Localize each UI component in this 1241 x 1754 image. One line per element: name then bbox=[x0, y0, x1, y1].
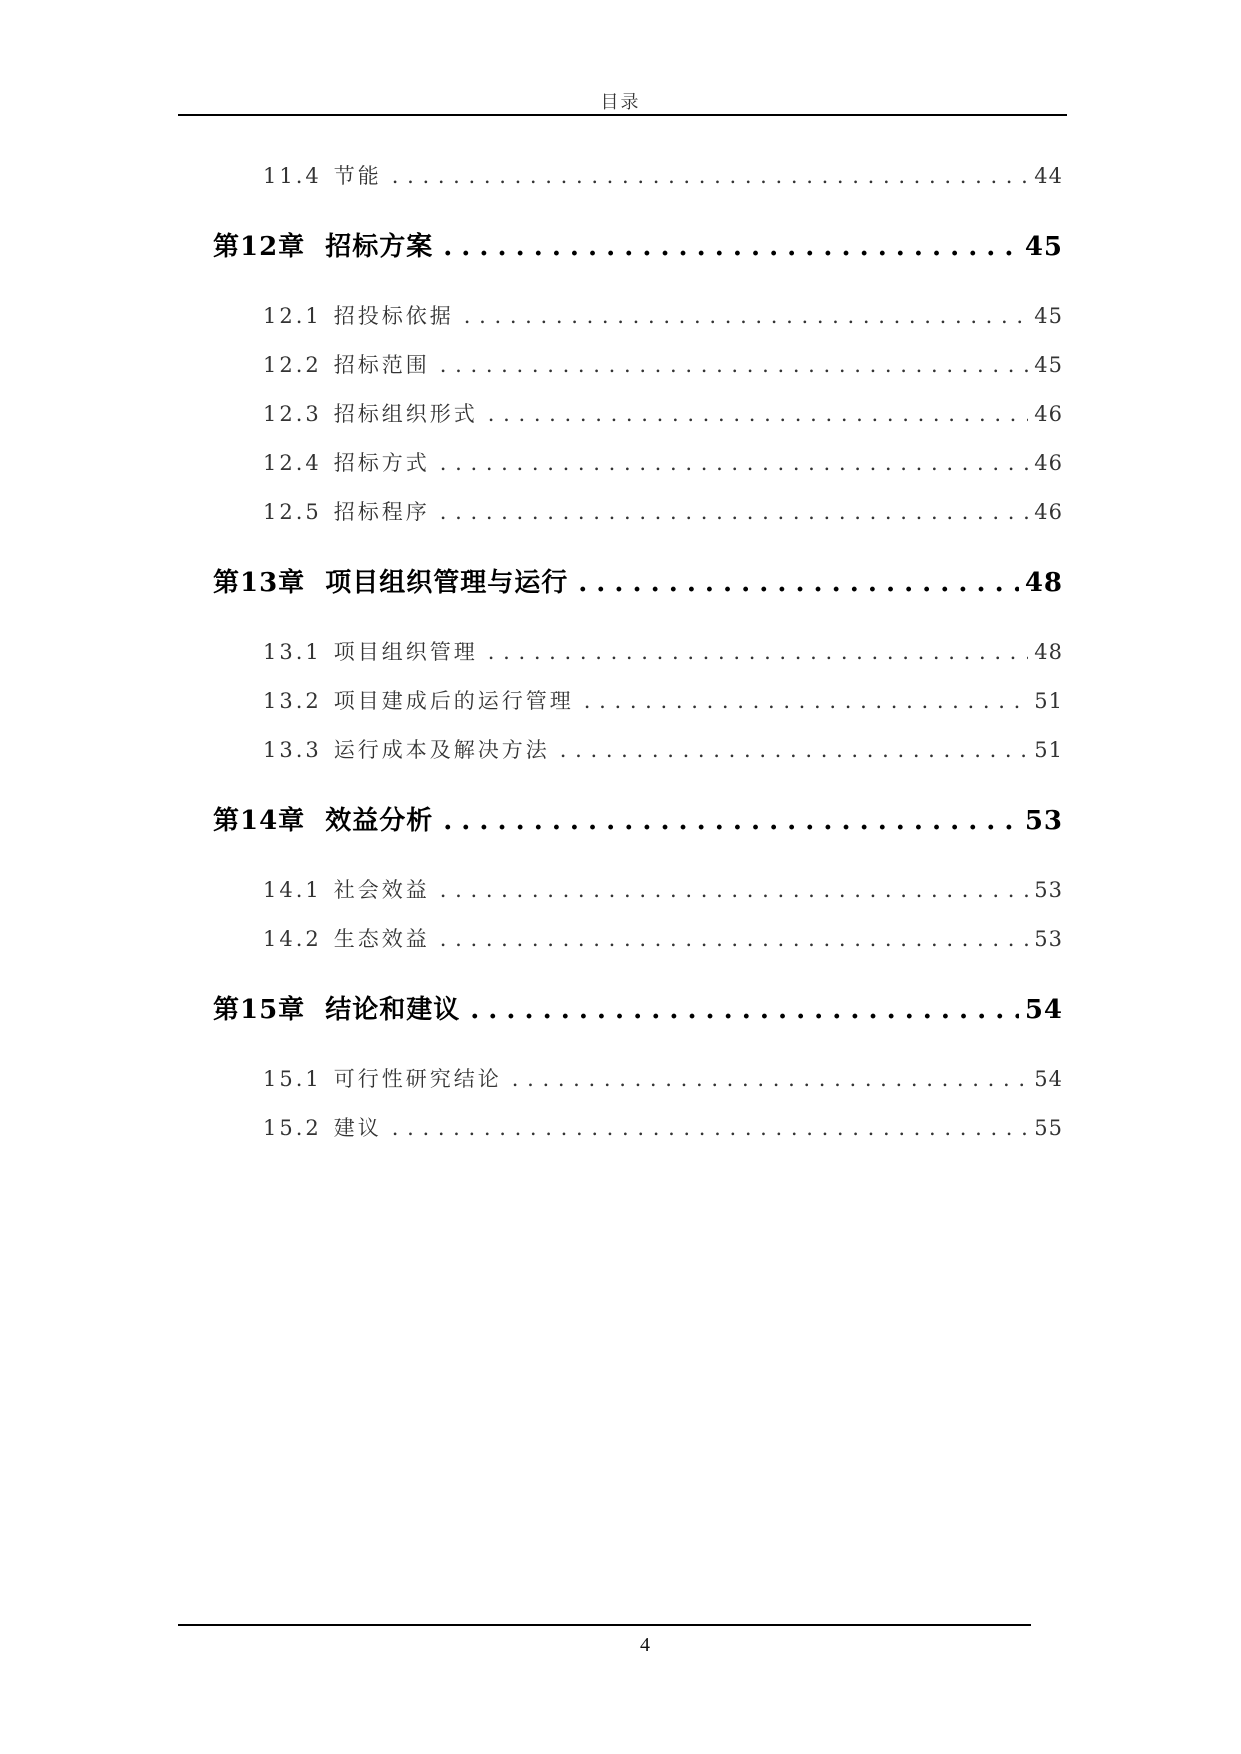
toc-entry-number: 12.2 bbox=[263, 353, 322, 377]
toc-entry-section[interactable] bbox=[213, 349, 1063, 379]
toc-entry-number: 12.4 bbox=[263, 451, 322, 475]
toc-leader-dots bbox=[488, 402, 1029, 426]
toc-leader-dots bbox=[488, 640, 1029, 664]
toc-entry-number: 第13章 bbox=[213, 568, 306, 598]
toc-entry-number: 第15章 bbox=[213, 995, 306, 1025]
toc-entry-title: 招标程序 bbox=[333, 500, 430, 524]
footer-rule bbox=[178, 1624, 1031, 1626]
toc-leader-dots bbox=[578, 568, 1019, 598]
toc-entry-section[interactable] bbox=[213, 300, 1063, 330]
toc-entry-section[interactable] bbox=[213, 447, 1063, 477]
toc-entry-title: 项目组织管理 bbox=[333, 640, 478, 664]
toc-entry-section[interactable] bbox=[213, 923, 1063, 953]
toc-entry-title: 招投标依据 bbox=[333, 304, 454, 328]
toc-entry-number: 15.1 bbox=[263, 1067, 322, 1091]
toc-entry-title: 生态效益 bbox=[333, 927, 430, 951]
toc-entry-page: 51 bbox=[1034, 689, 1063, 713]
toc-leader-dots bbox=[440, 878, 1029, 902]
toc-entry-page: 46 bbox=[1034, 451, 1063, 475]
header-rule bbox=[178, 114, 1067, 116]
toc-leader-dots bbox=[443, 806, 1019, 836]
toc-entry-page: 53 bbox=[1034, 878, 1063, 902]
toc-entry-title: 招标范围 bbox=[333, 353, 430, 377]
toc-leader-dots bbox=[392, 164, 1029, 188]
toc-entry-number: 14.2 bbox=[263, 927, 322, 951]
toc-entry-section[interactable] bbox=[213, 160, 1063, 190]
toc-entry-chapter[interactable] bbox=[213, 989, 1063, 1026]
toc-entry-title: 建议 bbox=[333, 1116, 382, 1140]
footer-page-number: 4 bbox=[640, 1634, 650, 1656]
toc-entry-number: 12.3 bbox=[263, 402, 322, 426]
toc-entry-title: 招标方式 bbox=[333, 451, 430, 475]
toc-leader-dots bbox=[443, 232, 1019, 262]
toc-entry-page: 46 bbox=[1034, 500, 1063, 524]
toc-entry-section[interactable] bbox=[213, 496, 1063, 526]
toc-entry-title: 效益分析 bbox=[325, 806, 434, 836]
toc-entry-page: 46 bbox=[1034, 402, 1063, 426]
toc-entry-title: 项目建成后的运行管理 bbox=[333, 689, 574, 713]
toc-leader-dots bbox=[440, 451, 1029, 475]
toc-leader-dots bbox=[392, 1116, 1029, 1140]
toc-entry-page: 45 bbox=[1034, 304, 1063, 328]
toc-entry-section[interactable] bbox=[213, 874, 1063, 904]
toc-entry-title: 结论和建议 bbox=[325, 995, 461, 1025]
toc-entry-page: 44 bbox=[1034, 164, 1063, 188]
toc-entry-page: 55 bbox=[1034, 1116, 1063, 1140]
toc-entry-page: 53 bbox=[1024, 806, 1063, 836]
toc-leader-dots bbox=[470, 995, 1019, 1025]
toc-entry-title: 社会效益 bbox=[333, 878, 430, 902]
toc-entry-title: 项目组织管理与运行 bbox=[325, 568, 569, 598]
toc-leader-dots bbox=[440, 500, 1029, 524]
toc-entry-number: 13.2 bbox=[263, 689, 322, 713]
toc-entry-number: 13.3 bbox=[263, 738, 322, 762]
toc-entry-title: 节能 bbox=[333, 164, 382, 188]
toc-entry-section[interactable] bbox=[213, 1112, 1063, 1142]
toc-leader-dots bbox=[464, 304, 1029, 328]
toc-leader-dots bbox=[560, 738, 1029, 762]
toc-entry-number: 12.1 bbox=[263, 304, 322, 328]
toc-entry-number: 13.1 bbox=[263, 640, 322, 664]
toc-entry-section[interactable] bbox=[213, 636, 1063, 666]
toc-entry-section[interactable] bbox=[213, 1063, 1063, 1093]
toc-entry-number: 15.2 bbox=[263, 1116, 322, 1140]
toc-entry-number: 第14章 bbox=[213, 806, 306, 836]
header-title: 目录 bbox=[600, 92, 641, 113]
toc-entry-number: 14.1 bbox=[263, 878, 322, 902]
toc-entry-page: 45 bbox=[1034, 353, 1063, 377]
toc-leader-dots bbox=[512, 1067, 1029, 1091]
toc-entry-page: 54 bbox=[1024, 995, 1063, 1025]
toc-entry-page: 54 bbox=[1034, 1067, 1063, 1091]
toc-entry-page: 53 bbox=[1034, 927, 1063, 951]
toc-entry-number: 12.5 bbox=[263, 500, 322, 524]
toc-entry-title: 运行成本及解决方法 bbox=[333, 738, 550, 762]
toc-leader-dots bbox=[440, 927, 1029, 951]
toc-entry-chapter[interactable] bbox=[213, 800, 1063, 837]
toc-entry-page: 48 bbox=[1034, 640, 1063, 664]
toc-entry-section[interactable] bbox=[213, 398, 1063, 428]
toc-entry-chapter[interactable] bbox=[213, 562, 1063, 599]
toc-entry-title: 可行性研究结论 bbox=[333, 1067, 502, 1091]
toc-entry-title: 招标方案 bbox=[325, 232, 434, 262]
toc-entry-chapter[interactable] bbox=[213, 226, 1063, 263]
toc-leader-dots bbox=[584, 689, 1029, 713]
toc-entry-page: 45 bbox=[1024, 232, 1063, 262]
toc-entry-section[interactable] bbox=[213, 685, 1063, 715]
toc-entry-number: 第12章 bbox=[213, 232, 306, 262]
toc-entry-number: 11.4 bbox=[263, 164, 322, 188]
toc-entry-title: 招标组织形式 bbox=[333, 402, 478, 426]
toc-entry-section[interactable] bbox=[213, 734, 1063, 764]
toc-leader-dots bbox=[440, 353, 1029, 377]
toc-entry-page: 51 bbox=[1034, 738, 1063, 762]
toc-entry-page: 48 bbox=[1024, 568, 1063, 598]
